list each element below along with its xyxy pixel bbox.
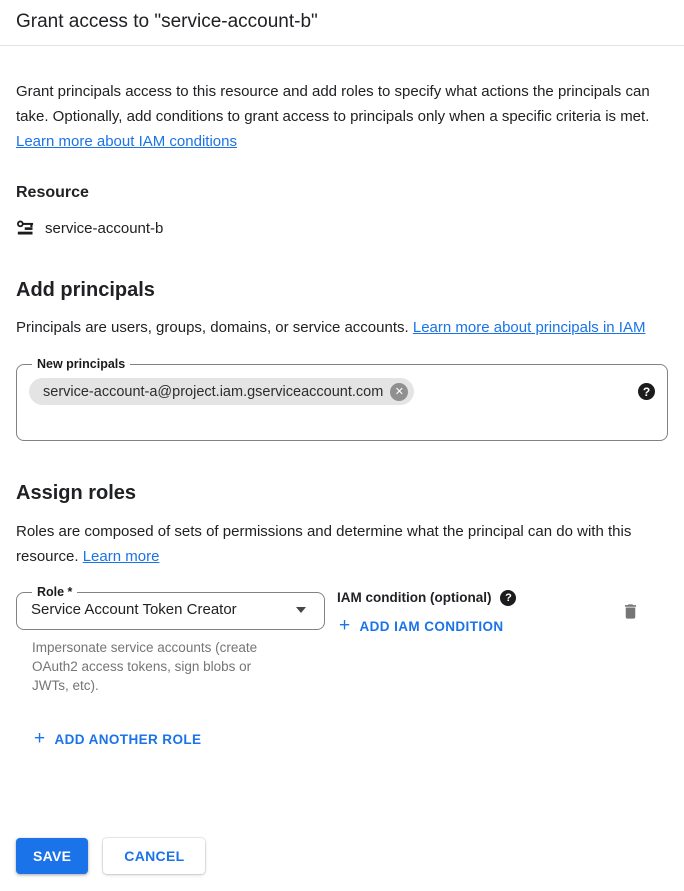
- principals-description: [16, 315, 668, 340]
- add-iam-condition-button[interactable]: [339, 615, 504, 636]
- plus-icon: +: [339, 615, 351, 636]
- resource-heading: Resource: [16, 184, 89, 201]
- iam-condition-label: IAM condition (optional): [337, 590, 492, 605]
- roles-description-span: Roles are composed of sets of permissions and determine what the principal can do with this resource.: [16, 523, 632, 565]
- resource-name: service-account-b: [45, 219, 164, 237]
- principal-chip-value: service-account-a@project.iam.gserviceaccount.com: [43, 383, 384, 400]
- learn-more-principals-link[interactable]: Learn more about principals in IAM: [412, 319, 646, 336]
- intro-text: [16, 79, 668, 154]
- plus-icon: +: [34, 728, 46, 749]
- add-another-role-button[interactable]: [34, 728, 202, 749]
- principal-chip: [29, 378, 414, 405]
- principals-help-icon[interactable]: ?: [638, 383, 655, 400]
- dialog-header: [0, 0, 684, 46]
- role-description: Impersonate service accounts (create OAuth2 access tokens, sign blobs or JWTs, etc).: [32, 640, 258, 693]
- new-principals-label: New principals: [37, 357, 126, 371]
- service-account-icon: [16, 218, 36, 238]
- delete-role-button[interactable]: [619, 599, 642, 627]
- assign-roles-heading: Assign roles: [16, 482, 137, 504]
- intro-text-span: Grant principals access to this resource and add roles to specify what actions the principals can take. Optionally, add conditions to grant access to principals only when a specific criteria is met.: [16, 83, 650, 125]
- delete-role-column: [619, 599, 642, 627]
- cancel-button[interactable]: CANCEL: [103, 838, 205, 874]
- page-title: Grant access to "service-account-b": [16, 11, 318, 32]
- role-select[interactable]: [16, 585, 325, 630]
- trash-icon: [621, 601, 640, 622]
- add-another-role-label: ADD ANOTHER ROLE: [54, 731, 202, 747]
- add-principals-heading: Add principals: [16, 279, 155, 301]
- dialog-footer: [16, 838, 205, 874]
- learn-more-iam-conditions-link[interactable]: Learn more about IAM conditions: [16, 133, 237, 150]
- roles-description: [16, 519, 668, 569]
- dialog-body: [0, 79, 684, 749]
- new-principals-field[interactable]: [16, 357, 668, 441]
- save-button[interactable]: SAVE: [16, 838, 88, 874]
- chip-remove-icon[interactable]: ✕: [390, 383, 408, 401]
- resource-row: [16, 218, 668, 238]
- role-selected-value: Service Account Token Creator: [31, 601, 237, 618]
- chevron-down-icon: [296, 607, 306, 613]
- role-column: [16, 585, 325, 695]
- principals-description-span: Principals are users, groups, domains, or service accounts.: [16, 319, 409, 336]
- iam-condition-column: [337, 585, 516, 636]
- role-select-value-row[interactable]: [31, 601, 310, 618]
- role-select-label: Role *: [37, 585, 73, 599]
- role-row: [16, 585, 668, 695]
- iam-condition-help-icon[interactable]: ?: [500, 590, 516, 606]
- learn-more-roles-link[interactable]: Learn more: [82, 548, 160, 565]
- add-iam-condition-label: ADD IAM CONDITION: [359, 618, 504, 634]
- iam-condition-label-row: [337, 589, 516, 606]
- new-principals-input-area[interactable]: [29, 378, 655, 426]
